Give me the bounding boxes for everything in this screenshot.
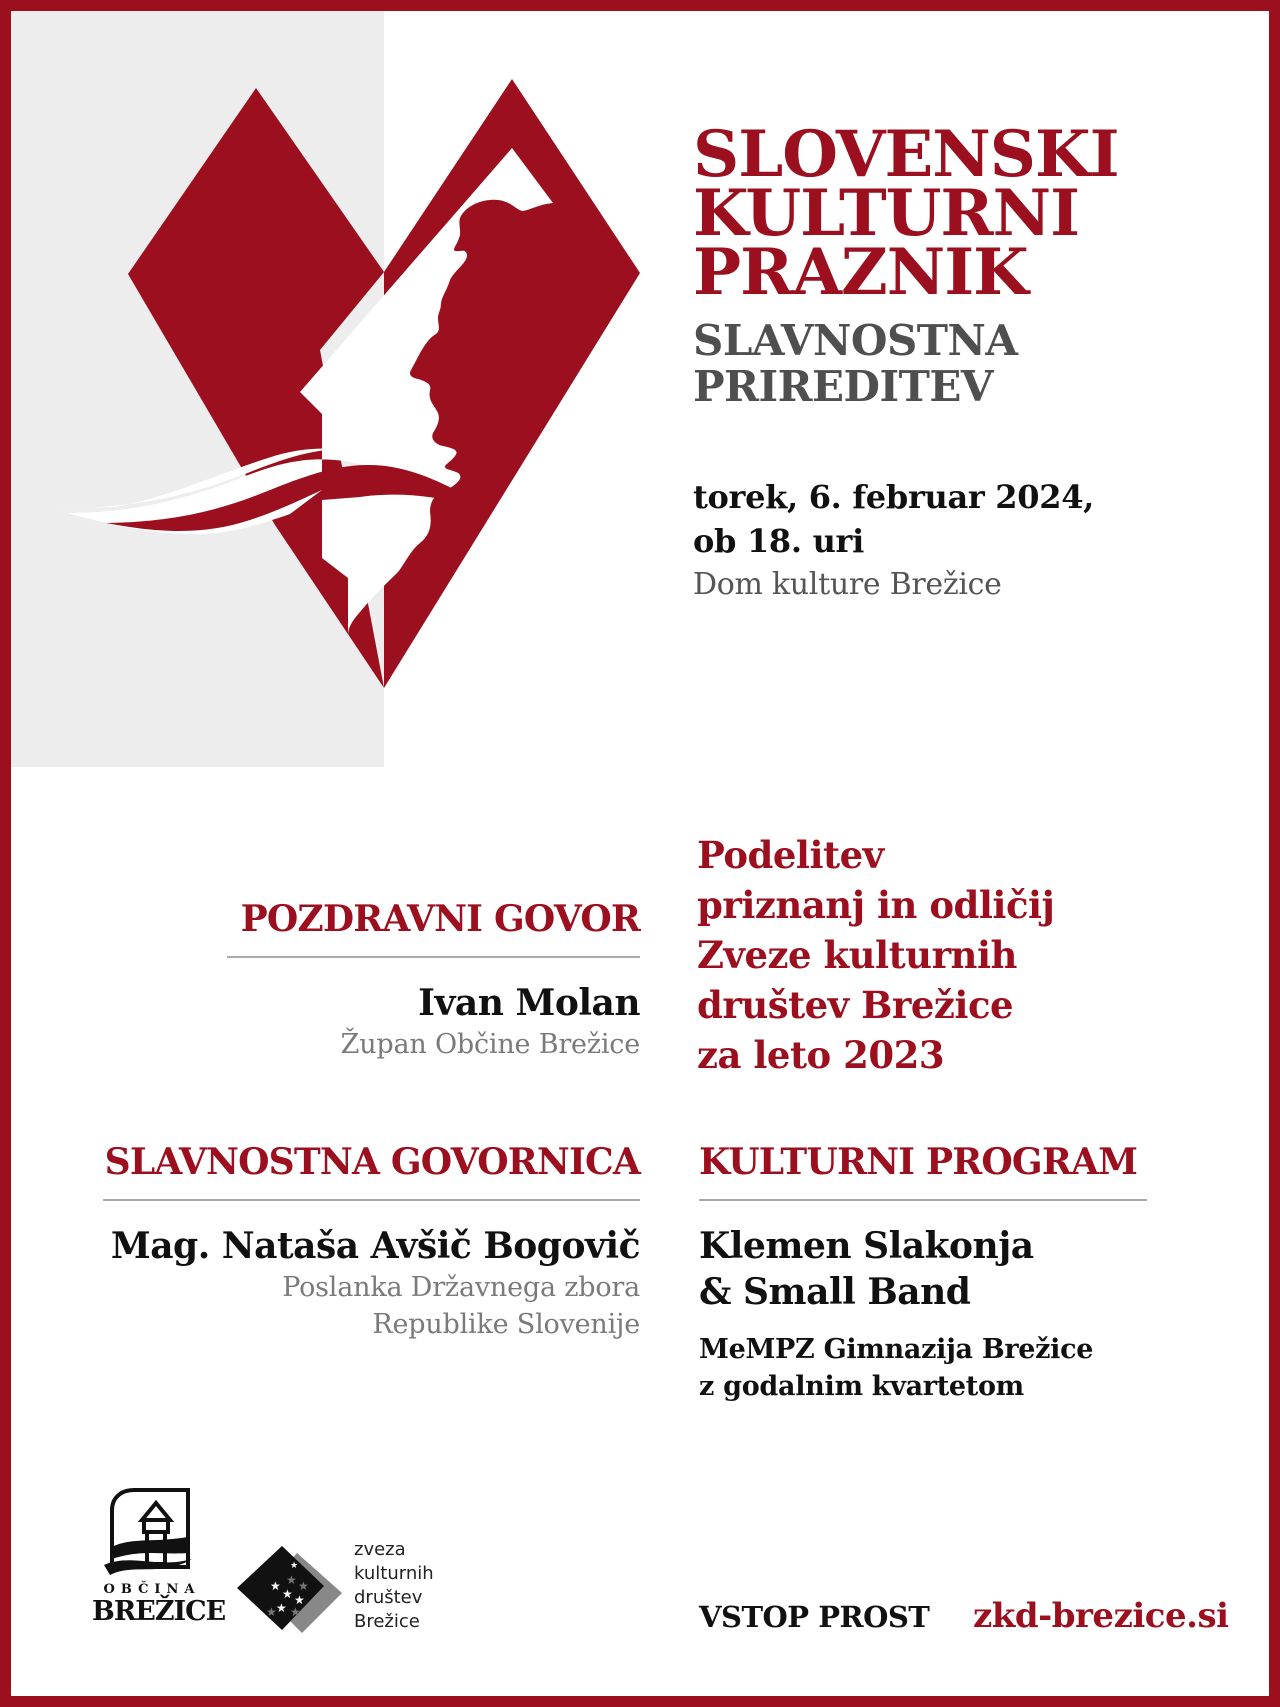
event-time: ob 18. uri: [693, 522, 864, 560]
awards-line: Podelitev: [697, 833, 884, 877]
title-block: [693, 117, 1119, 411]
zkd-logo-line: društev: [354, 1587, 423, 1608]
svg-text:★: ★: [270, 1579, 281, 1593]
person-name: Ivan Molan: [418, 982, 640, 1024]
free-entry-label: VSTOP PROST: [699, 1600, 930, 1634]
divider: [103, 1199, 640, 1201]
program-main-performer: [699, 1223, 1147, 1315]
logo-text-big: BREŽICE: [92, 1596, 226, 1627]
program-line: Klemen Slakonja: [699, 1225, 1034, 1267]
title-line: PRAZNIK: [693, 235, 1028, 310]
castle-tower-icon: [92, 1485, 212, 1585]
svg-text:★: ★: [290, 1561, 299, 1571]
event-details: [693, 475, 1094, 607]
heart-profile-logo-icon: [0, 0, 700, 720]
zkd-logo-line: kulturnih: [354, 1563, 434, 1584]
svg-text:★: ★: [290, 1605, 301, 1619]
awards-line: za leto 2023: [697, 1033, 945, 1077]
subtitle-line: SLAVNOSTNA: [693, 316, 1018, 365]
zkd-logo-text: [354, 1538, 434, 1634]
awards-text: [697, 830, 1054, 1080]
person-role: Poslanka Državnega zbora: [282, 1272, 640, 1303]
svg-text:★: ★: [294, 1593, 305, 1607]
zkd-brezice-logo: [232, 1538, 442, 1638]
svg-text:★: ★: [276, 1601, 287, 1615]
website-link[interactable]: zkd-brezice.si: [973, 1596, 1229, 1636]
zkd-logo-line: zveza: [354, 1539, 406, 1560]
awards-line: priznanj in odličij: [697, 883, 1055, 927]
program-secondary-performer: [699, 1331, 1147, 1405]
program-line: & Small Band: [699, 1271, 971, 1313]
event-date: torek, 6. februar 2024,: [693, 478, 1095, 516]
svg-text:★: ★: [282, 1587, 293, 1601]
program-section: [699, 1140, 1147, 1405]
logo-text-small: OBČINA: [103, 1582, 201, 1597]
svg-text:★: ★: [286, 1573, 297, 1587]
zkd-logo-line: Brežice: [354, 1611, 420, 1632]
obcina-brezice-logo: [92, 1485, 226, 1637]
awards-line: Zveze kulturnih: [697, 933, 1017, 977]
section-heading: POZDRAVNI GOVOR: [240, 898, 640, 940]
awards-line: društev Brežice: [697, 983, 1014, 1027]
person-name: Mag. Nataša Avšič Bogovič: [110, 1225, 640, 1267]
divider: [699, 1199, 1147, 1201]
svg-text:★: ★: [266, 1605, 277, 1619]
title-line: SLOVENSKI: [693, 117, 1119, 192]
subtitle-line: PRIREDITEV: [693, 362, 993, 411]
divider: [227, 956, 640, 958]
title-line: KULTURNI: [693, 176, 1079, 251]
event-venue: Dom kulture Brežice: [693, 567, 1002, 602]
section-heading: KULTURNI PROGRAM: [699, 1141, 1138, 1183]
person-role: Župan Občine Brežice: [340, 1029, 640, 1060]
greeting-section: [227, 897, 640, 1063]
program-line: MeMPZ Gimnazija Brežice: [699, 1334, 1094, 1365]
speaker-section: [103, 1140, 640, 1343]
section-heading: SLAVNOSTNA GOVORNICA: [104, 1141, 640, 1183]
person-role: Republike Slovenije: [372, 1309, 640, 1340]
stars-diamond-icon: [232, 1538, 352, 1638]
svg-text:★: ★: [298, 1579, 309, 1593]
program-line: z godalnim kvartetom: [699, 1371, 1024, 1402]
subtitle: [693, 318, 1119, 410]
